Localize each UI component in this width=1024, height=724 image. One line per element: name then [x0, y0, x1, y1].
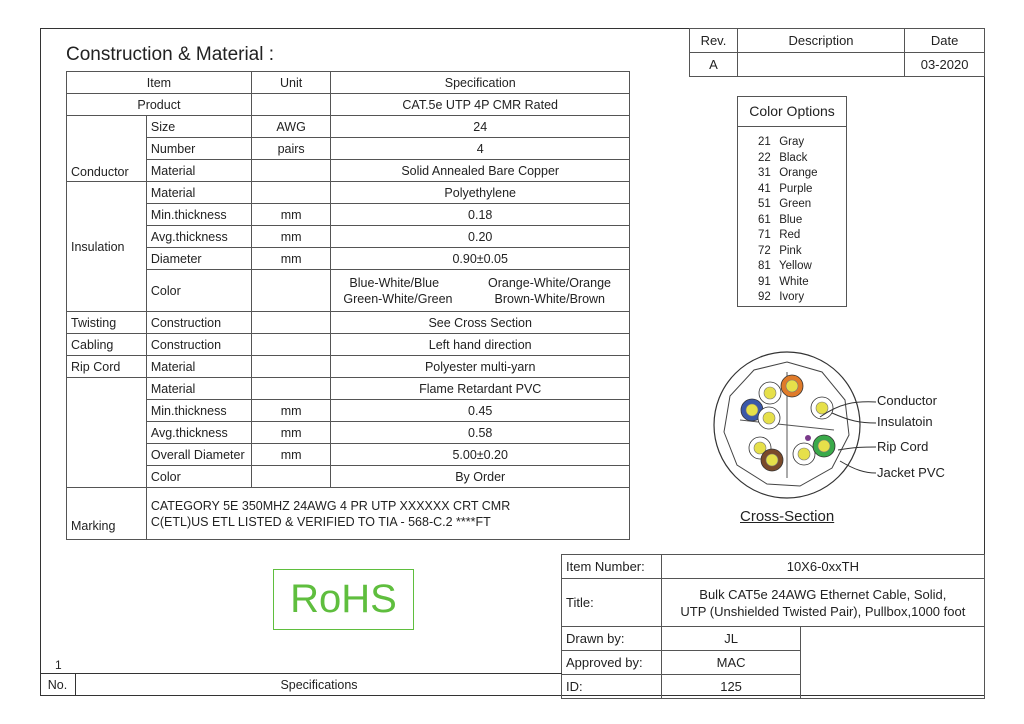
table-row — [67, 378, 630, 400]
row-unit: mm — [251, 444, 331, 466]
row-item: Diameter — [146, 248, 251, 270]
table-row — [67, 444, 630, 466]
drawn-by-value: JL — [661, 627, 801, 651]
table-row — [67, 160, 630, 182]
title-block-row — [562, 579, 985, 627]
revision-table — [689, 28, 985, 77]
row-unit: mm — [251, 422, 331, 444]
row-spec: 5.00±0.20 — [331, 444, 630, 466]
color-option-item — [758, 213, 846, 229]
approved-by-value: MAC — [661, 651, 801, 675]
marking-group-label: Marking — [67, 488, 147, 540]
color-option-item — [758, 244, 846, 260]
row-unit: mm — [251, 400, 331, 422]
revision-header-row — [690, 29, 985, 53]
header-item: Item — [67, 72, 252, 94]
color-option-code: 41 — [758, 182, 771, 195]
brown-wire-conductor — [766, 454, 778, 466]
table-row — [67, 270, 630, 312]
row-spec: See Cross Section — [331, 312, 630, 334]
color-option-name: Ivory — [776, 291, 805, 303]
table-row — [67, 356, 630, 378]
blue-wire-conductor — [746, 404, 758, 416]
table-row — [67, 334, 630, 356]
color-option-name: Black — [776, 151, 808, 164]
title-label: Title: — [562, 579, 662, 627]
color-option-name: Orange — [776, 167, 818, 179]
table-row — [67, 248, 630, 270]
color-option-item — [758, 197, 846, 213]
title-block — [561, 554, 985, 699]
marking-line: CATEGORY 5E 350MHZ 24AWG 4 PR UTP XXXXXX CRT CMR — [150, 498, 511, 513]
color-option-code: 72 — [758, 244, 771, 257]
color-pair: Brown-White/Brown — [494, 291, 605, 306]
row-item: Color — [146, 270, 251, 312]
row-item: Construction — [146, 312, 251, 334]
row-item: Avg.thickness — [146, 226, 251, 248]
row-item: Avg.thickness — [146, 422, 251, 444]
table-row — [67, 94, 630, 116]
product-label: Product — [67, 94, 252, 116]
row-unit: mm — [251, 226, 331, 248]
row-item: Material — [146, 182, 251, 204]
color-option-item — [758, 259, 846, 275]
white-wire-conductor — [798, 448, 810, 460]
specification-table — [66, 71, 630, 540]
title-block-row — [562, 627, 985, 651]
footer-specifications-label: Specifications — [280, 678, 358, 692]
jacket-label: Jacket PVC — [877, 465, 945, 480]
rip-cord-label: Rip Cord — [877, 439, 929, 454]
item-number-value: 10X6-0xxTH — [661, 555, 984, 579]
row-spec: 24 — [331, 116, 630, 138]
table-row — [67, 226, 630, 248]
color-option-item — [758, 228, 846, 244]
row-unit: mm — [251, 204, 331, 226]
row-spec: Solid Annealed Bare Copper — [331, 160, 630, 182]
row-item: Min.thickness — [146, 400, 251, 422]
color-options-box — [737, 96, 847, 307]
row-spec: By Order — [331, 466, 630, 488]
color-option-code: 81 — [758, 260, 771, 272]
rohs-mark: RoHS — [273, 569, 414, 630]
title-line: UTP (Unshielded Twisted Pair), Pullbox,1000 foot — [680, 603, 966, 619]
row-spec: 4 — [331, 138, 630, 160]
row-item: Material — [146, 160, 251, 182]
id-label: ID: — [562, 675, 662, 699]
color-option-code: 92 — [758, 291, 771, 303]
drawn-by-label: Drawn by: — [562, 627, 662, 651]
row-unit: pairs — [251, 138, 331, 160]
page-title: Construction & Material : — [66, 44, 275, 65]
table-row — [67, 116, 630, 138]
color-pair: Green-White/Green — [343, 291, 453, 306]
row-item: Overall Diameter — [146, 444, 251, 466]
row-spec: Polyethylene — [331, 182, 630, 204]
cross-section-title: Cross-Section — [740, 508, 835, 525]
row-spec: Flame Retardant PVC — [331, 378, 630, 400]
date-value: 03-2020 — [905, 53, 985, 77]
title-value — [661, 579, 984, 627]
marking-text — [146, 488, 629, 540]
color-option-code: 21 — [758, 136, 771, 148]
table-row — [67, 138, 630, 160]
insulation-color-pairs — [331, 270, 630, 312]
color-option-item — [758, 135, 846, 151]
color-option-code: 51 — [758, 198, 771, 210]
leader-insulation — [832, 413, 876, 423]
color-option-item — [758, 151, 846, 167]
color-option-item — [758, 275, 846, 291]
color-option-code: 61 — [758, 213, 771, 226]
id-value: 125 — [661, 675, 801, 699]
color-option-name: Red — [776, 229, 801, 241]
row-item: Number — [146, 138, 251, 160]
table-row — [67, 204, 630, 226]
table-row — [67, 312, 630, 334]
twisting-group-label: Twisting — [67, 312, 147, 334]
blue-white-wire-conductor — [763, 412, 775, 424]
product-spec: CAT.5e UTP 4P CMR Rated — [331, 94, 630, 116]
orange-wire-conductor — [786, 380, 798, 392]
item-number-label: Item Number: — [562, 555, 662, 579]
rev-header: Rev. — [690, 29, 738, 53]
table-row — [67, 466, 630, 488]
leader-lines — [810, 395, 880, 485]
table-row — [67, 422, 630, 444]
conductor-group-label: Conductor — [67, 116, 147, 182]
color-option-item — [758, 166, 846, 182]
color-option-name: Blue — [776, 213, 803, 226]
leader-ripcord — [838, 447, 876, 450]
table-row — [67, 488, 630, 540]
rip-cord-group-label: Rip Cord — [67, 356, 147, 378]
leader-jacket — [840, 461, 876, 473]
footer-row — [40, 673, 562, 696]
color-option-code: 71 — [758, 229, 771, 241]
row-item: Color — [146, 466, 251, 488]
color-options-title: Color Options — [738, 97, 846, 127]
color-option-name: Yellow — [776, 260, 812, 272]
rev-value: A — [690, 53, 738, 77]
row-item: Construction — [146, 334, 251, 356]
leader-conductor — [820, 402, 876, 417]
header-unit: Unit — [251, 72, 331, 94]
row-spec: 0.90±0.05 — [331, 248, 630, 270]
jacket-group-label — [67, 378, 147, 488]
color-pair: Blue-White/Blue — [349, 275, 440, 290]
row-spec: 0.18 — [331, 204, 630, 226]
color-option-code: 91 — [758, 275, 771, 288]
color-option-item — [758, 290, 846, 306]
conductor-label: Conductor — [877, 393, 937, 408]
table-row — [67, 182, 630, 204]
insulation-group-label: Insulation — [67, 182, 147, 312]
color-option-name: Pink — [776, 244, 802, 257]
row-item: Size — [146, 116, 251, 138]
color-pair: Orange-White/Orange — [488, 275, 611, 290]
color-option-name: White — [776, 275, 809, 288]
row-unit: AWG — [251, 116, 331, 138]
marking-line: C(ETL)US ETL LISTED & VERIFIED TO TIA - 568-C.2 ****FT — [150, 514, 491, 529]
color-option-code: 22 — [758, 151, 771, 164]
color-option-name: Green — [776, 198, 812, 210]
row-item: Material — [146, 378, 251, 400]
row-spec: Polyester multi-yarn — [331, 356, 630, 378]
title-block-row — [562, 555, 985, 579]
footer-no-label: No. — [40, 674, 76, 696]
row-item: Min.thickness — [146, 204, 251, 226]
color-options-list — [738, 127, 846, 306]
color-option-name: Gray — [776, 136, 805, 148]
insulation-label: Insulatoin — [877, 414, 933, 429]
row-unit: mm — [251, 248, 331, 270]
orange-white-wire-conductor — [764, 387, 776, 399]
color-option-code: 31 — [758, 167, 771, 179]
row-spec: 0.45 — [331, 400, 630, 422]
title-line: Bulk CAT5e 24AWG Ethernet Cable, Solid, — [699, 586, 947, 602]
approved-by-label: Approved by: — [562, 651, 662, 675]
page-number: 1 — [55, 658, 62, 672]
revision-row — [690, 53, 985, 77]
date-header: Date — [905, 29, 985, 53]
cabling-group-label: Cabling — [67, 334, 147, 356]
description-value — [737, 53, 904, 77]
header-specification: Specification — [331, 72, 630, 94]
row-spec: Left hand direction — [331, 334, 630, 356]
description-header: Description — [737, 29, 904, 53]
color-option-item — [758, 182, 846, 198]
row-spec: 0.58 — [331, 422, 630, 444]
table-row — [67, 400, 630, 422]
color-option-name: Purple — [776, 182, 813, 195]
row-item: Material — [146, 356, 251, 378]
row-spec: 0.20 — [331, 226, 630, 248]
table-header-row — [67, 72, 630, 94]
